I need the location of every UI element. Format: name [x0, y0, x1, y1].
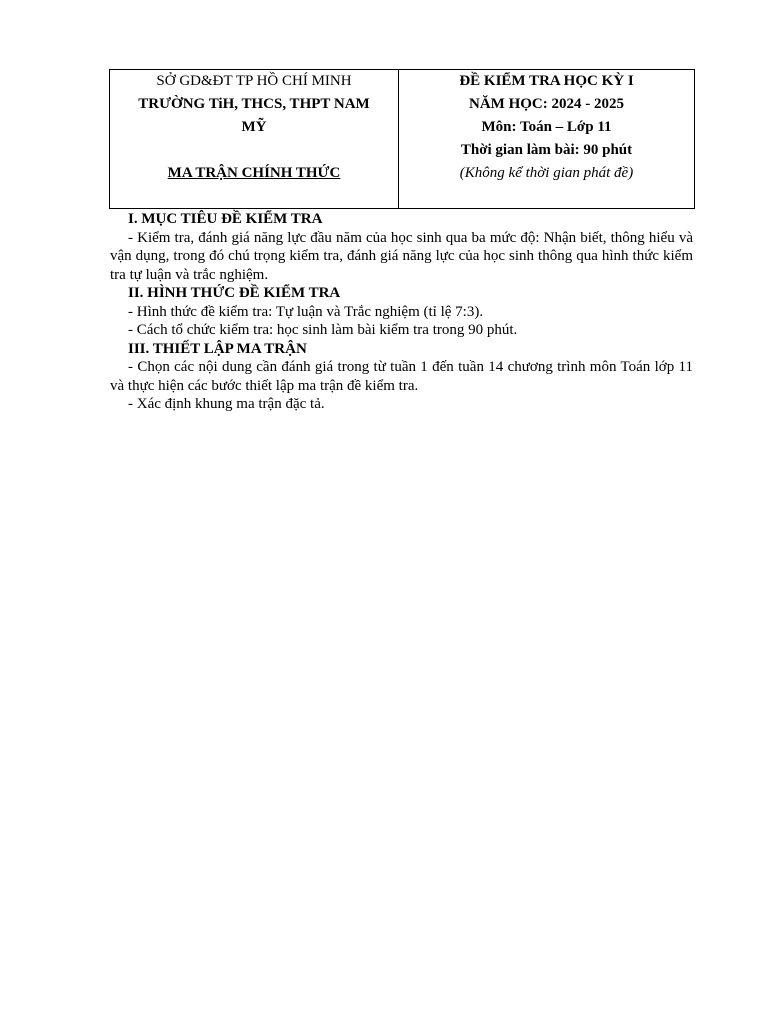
objectives-paragraph: - Kiểm tra, đánh giá năng lực đầu năm của học sinh qua ba mức độ: Nhận biết, thông hiểu và vận dụng, trong đó chú trọng kiểm tra, đánh giá năng lực của học sinh thông qua hình thức kiểm tra tự luận và trắc nghiệm.	[110, 229, 693, 283]
section-heading-objectives: I. MỤC TIÊU ĐỀ KIỂM TRA	[128, 211, 323, 227]
header-table	[109, 69, 695, 209]
school-year: NĂM HỌC: 2024 - 2025	[469, 96, 624, 112]
document-body	[110, 210, 693, 414]
header-right-cell	[399, 70, 694, 208]
duration-note: (Không kể thời gian phát đề)	[459, 165, 634, 181]
school-name-line1: TRƯỜNG TiH, THCS, THPT NAM	[138, 96, 370, 112]
format-paragraph: - Hình thức đề kiểm tra: Tự luận và Trắc nghiệm (tỉ lệ 7:3).	[128, 303, 484, 320]
matrix-content-paragraph: - Chọn các nội dung cần đánh giá trong từ tuần 1 đến tuần 14 chương trình môn Toán lớp 11 và thực hiện các bước thiết lập ma trận đề kiểm tra.	[110, 359, 693, 394]
exam-duration: Thời gian làm bài: 90 phút	[460, 142, 633, 158]
matrix-framework-paragraph: - Xác định khung ma trận đặc tả.	[128, 396, 325, 412]
section-heading-matrix: III. THIẾT LẬP MA TRẬN	[128, 340, 307, 357]
exam-title: ĐỀ KIỂM TRA HỌC KỲ I	[459, 73, 634, 89]
subject: Môn: Toán – Lớp 11	[481, 119, 612, 135]
header-left-cell	[110, 70, 399, 208]
school-name-line2: MỸ	[241, 119, 267, 135]
document-type: MA TRẬN CHÍNH THỨC	[167, 165, 341, 181]
organization-paragraph: - Cách tổ chức kiểm tra: học sinh làm bài kiểm tra trong 90 phút.	[128, 322, 518, 338]
section-heading-format: II. HÌNH THỨC ĐỀ KIỂM TRA	[128, 285, 341, 301]
department-name: SỞ GD&ĐT TP HỒ CHÍ MINH	[156, 73, 352, 89]
